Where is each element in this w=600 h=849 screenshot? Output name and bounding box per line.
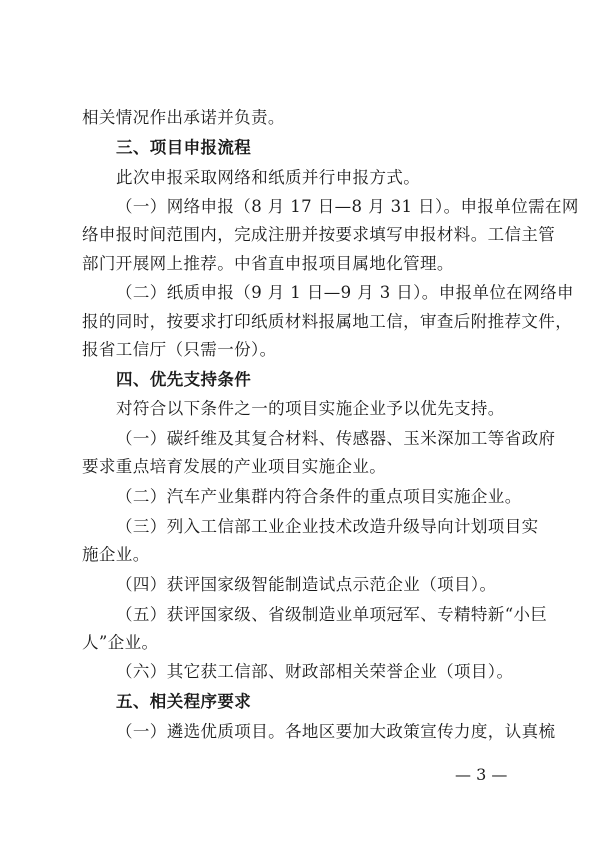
text-line-8: 报的同时，按要求打印纸质材料报属地工信，审查后附推荐文件，: [82, 312, 573, 331]
text-line-13: 要求重点培育发展的产业项目实施企业。: [82, 457, 387, 476]
text-line-19: 人”企业。: [82, 633, 159, 652]
text-line-5: 络申报时间范围内，完成注册并按要求填写申报材料。工信主管: [82, 225, 556, 244]
page-number: — 3 —: [455, 765, 508, 784]
text-line-20: （六）其它获工信部、财政部相关荣誉企业（项目）。: [116, 662, 514, 681]
section-heading-4: 四、优先支持条件: [116, 370, 252, 389]
text-line-22: （一）遴选优质项目。各地区要加大政策宣传力度，认真梳: [116, 722, 556, 741]
section-heading-3: 三、项目申报流程: [116, 138, 252, 157]
text-line-16: 施企业。: [82, 545, 150, 564]
text-line-3: 此次申报采取网络和纸质并行申报方式。: [116, 168, 421, 187]
text-line-15: （三）列入工信部工业企业技术改造升级导向计划项目实: [116, 517, 539, 536]
text-line-1: 相关情况作出承诺并负责。: [82, 108, 285, 127]
text-line-11: 对符合以下条件之一的项目实施企业予以优先支持。: [116, 399, 505, 418]
section-heading-5: 五、相关程序要求: [116, 692, 252, 711]
text-line-18: （五）获评国家级、省级制造业单项冠军、专精特新“小巨: [116, 605, 548, 624]
text-line-4: （一）网络申报（8 月 17 日—8 月 31 日）。申报单位需在网: [116, 197, 579, 216]
text-line-14: （二）汽车产业集群内符合条件的重点项目实施企业。: [116, 487, 522, 506]
text-line-6: 部门开展网上推荐。中省直申报项目属地化管理。: [82, 254, 454, 273]
text-line-9: 报省工信厅（只需一份）。: [82, 340, 277, 359]
text-line-12: （一）碳纤维及其复合材料、传感器、玉米深加工等省政府: [116, 429, 556, 448]
text-line-17: （四）获评国家级智能制造试点示范企业（项目）。: [116, 575, 497, 594]
text-line-7: （二）纸质申报（9 月 1 日—9 月 3 日）。申报单位在网络申: [116, 283, 574, 302]
